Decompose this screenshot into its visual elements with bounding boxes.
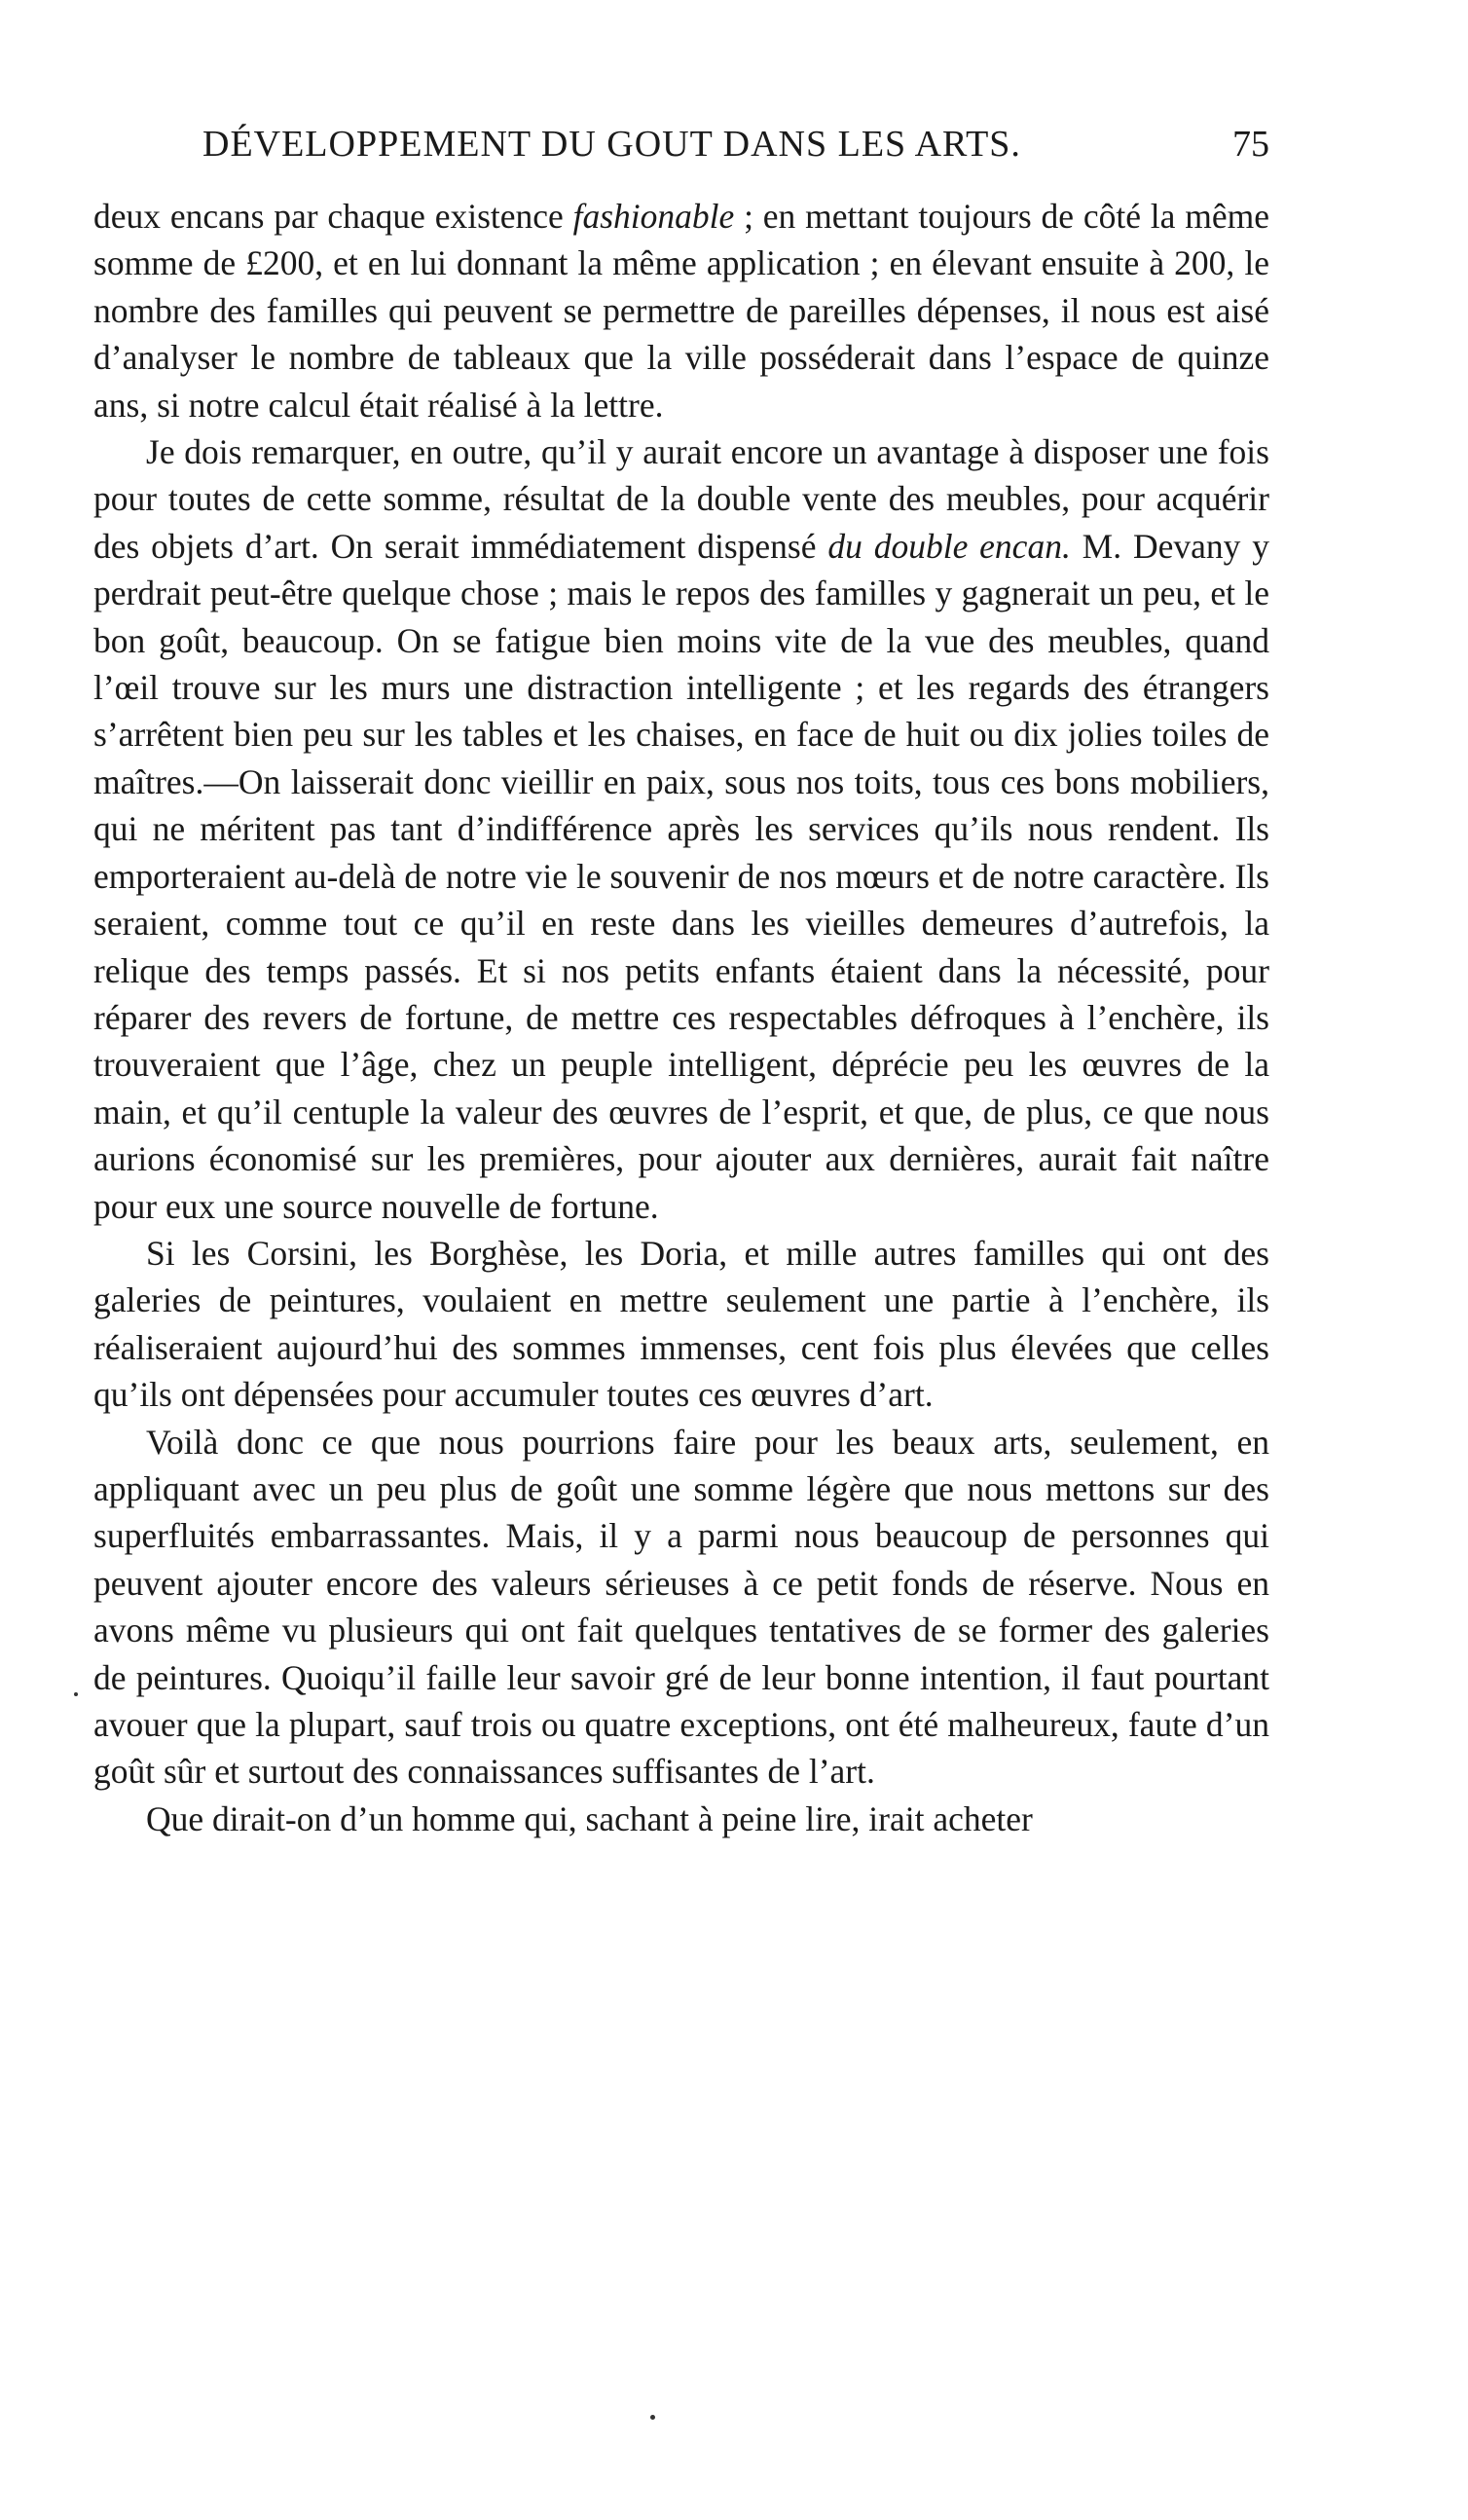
paragraph-text (93, 432, 1269, 1226)
paragraph (93, 1419, 1269, 1796)
text-segment: deux encans par chaque existence (93, 197, 573, 236)
print-speck (650, 2415, 655, 2420)
paragraph-text (146, 1799, 1033, 1838)
paragraph (93, 1796, 1269, 1842)
page-number: 75 (1232, 124, 1269, 165)
text-segment: Si les Corsini, les Borghèse, les Doria, et mille autres familles qui ont des galeries de peintures, voulaient en mettre seulement une partie à l’enchère, ils réaliseraient aujourd’hui des sommes immenses, cent fois plus élevées que celles qu’ils ont dépensées pour accumuler toutes ces œuvres d’art. (93, 1233, 1269, 1415)
paragraph (93, 1230, 1269, 1419)
text-segment: M. Devany y perdrait peut-être quelque chose ; mais le repos des familles y gagnerait un peu, et le bon goût, beaucoup. On se fatigue bien moins vite de la vue des meubles, quand l’œil trouve sur les murs une distraction intelligente ; et les regards des étrangers s’arrêtent bien peu sur les tables et les chaises, en face de huit ou dix jolies toiles de maîtres.—On laisserait donc vieillir en paix, sous nos toits, tous ces bons mobiliers, qui ne méritent pas tant d’indifférence après les services qu’ils nous rendent. Ils emporteraient au-delà de notre vie le souvenir de nos mœurs et de notre caractère. Ils seraient, comme tout ce qu’il en reste dans les vieilles demeures d’autrefois, la relique des temps passés. Et si nos petits enfants étaient dans la nécessité, pour réparer des revers de fortune, de mettre ces respectables défroques à l’enchère, ils trouveraient que l’âge, chez un peuple intelligent, déprécie peu les œuvres de la main, et qu’il centuple la valeur des œuvres de l’esprit, et que, de plus, ce que nous aurions économisé sur les premières, pour ajouter aux dernières, aurait fait naître pour eux une source nouvelle de fortune. (93, 526, 1269, 1226)
text-segment: ; en mettant toujours de côté la même somme de £200, et en lui donnant la même application ; en élevant ensuite à 200, le nombre des familles qui peuvent se permettre de pareilles dépenses, il nous est aisé d’analyser le nombre de tableaux que la ville posséderait dans l’espace de quinze ans, si notre calcul était réalisé à la lettre. (93, 197, 1269, 425)
text-segment: Voilà donc ce que nous pourrions faire pour les beaux arts, seulement, en appliquant avec un peu plus de goût une somme légère que nous mettons sur des superfluités embarrassantes. Mais, il y a parmi nous beaucoup de personnes qui peuvent ajouter encore des valeurs sérieuses à ce petit fonds de réserve. Nous en avons même vu plusieurs qui ont fait quelques tentatives de se former des galeries de peintures. Quoiqu’il faille leur savoir gré de leur bonne intention, il faut pourtant avouer que la plupart, sauf trois ou quatre exceptions, ont été malheureux, faute d’un goût sûr et surtout des connaissances suffisantes de l’art. (93, 1422, 1269, 1792)
paragraph-text (93, 197, 1269, 425)
text-segment: Je dois remarquer, en outre, qu’il y aurait encore un avantage à disposer une fois pour toutes de cette somme, résultat de la double vente des meubles, pour acquérir des objets d’art. On serait immédiatement dispensé (93, 432, 1269, 566)
running-head-title: DÉVELOPPEMENT DU GOUT DANS LES ARTS. (202, 124, 1021, 165)
italic-segment: du double encan. (827, 526, 1071, 566)
paragraph-text (93, 1423, 1269, 1792)
italic-segment: fashionable (572, 197, 735, 236)
paragraph-text (93, 1234, 1269, 1414)
text-segment: Que dirait-on d’un homme qui, sachant à peine lire, irait acheter (146, 1798, 1033, 1838)
body-text (93, 193, 1269, 1842)
running-head (93, 115, 1269, 173)
paragraph (93, 193, 1269, 428)
print-speck (74, 1692, 78, 1696)
paragraph (93, 428, 1269, 1230)
